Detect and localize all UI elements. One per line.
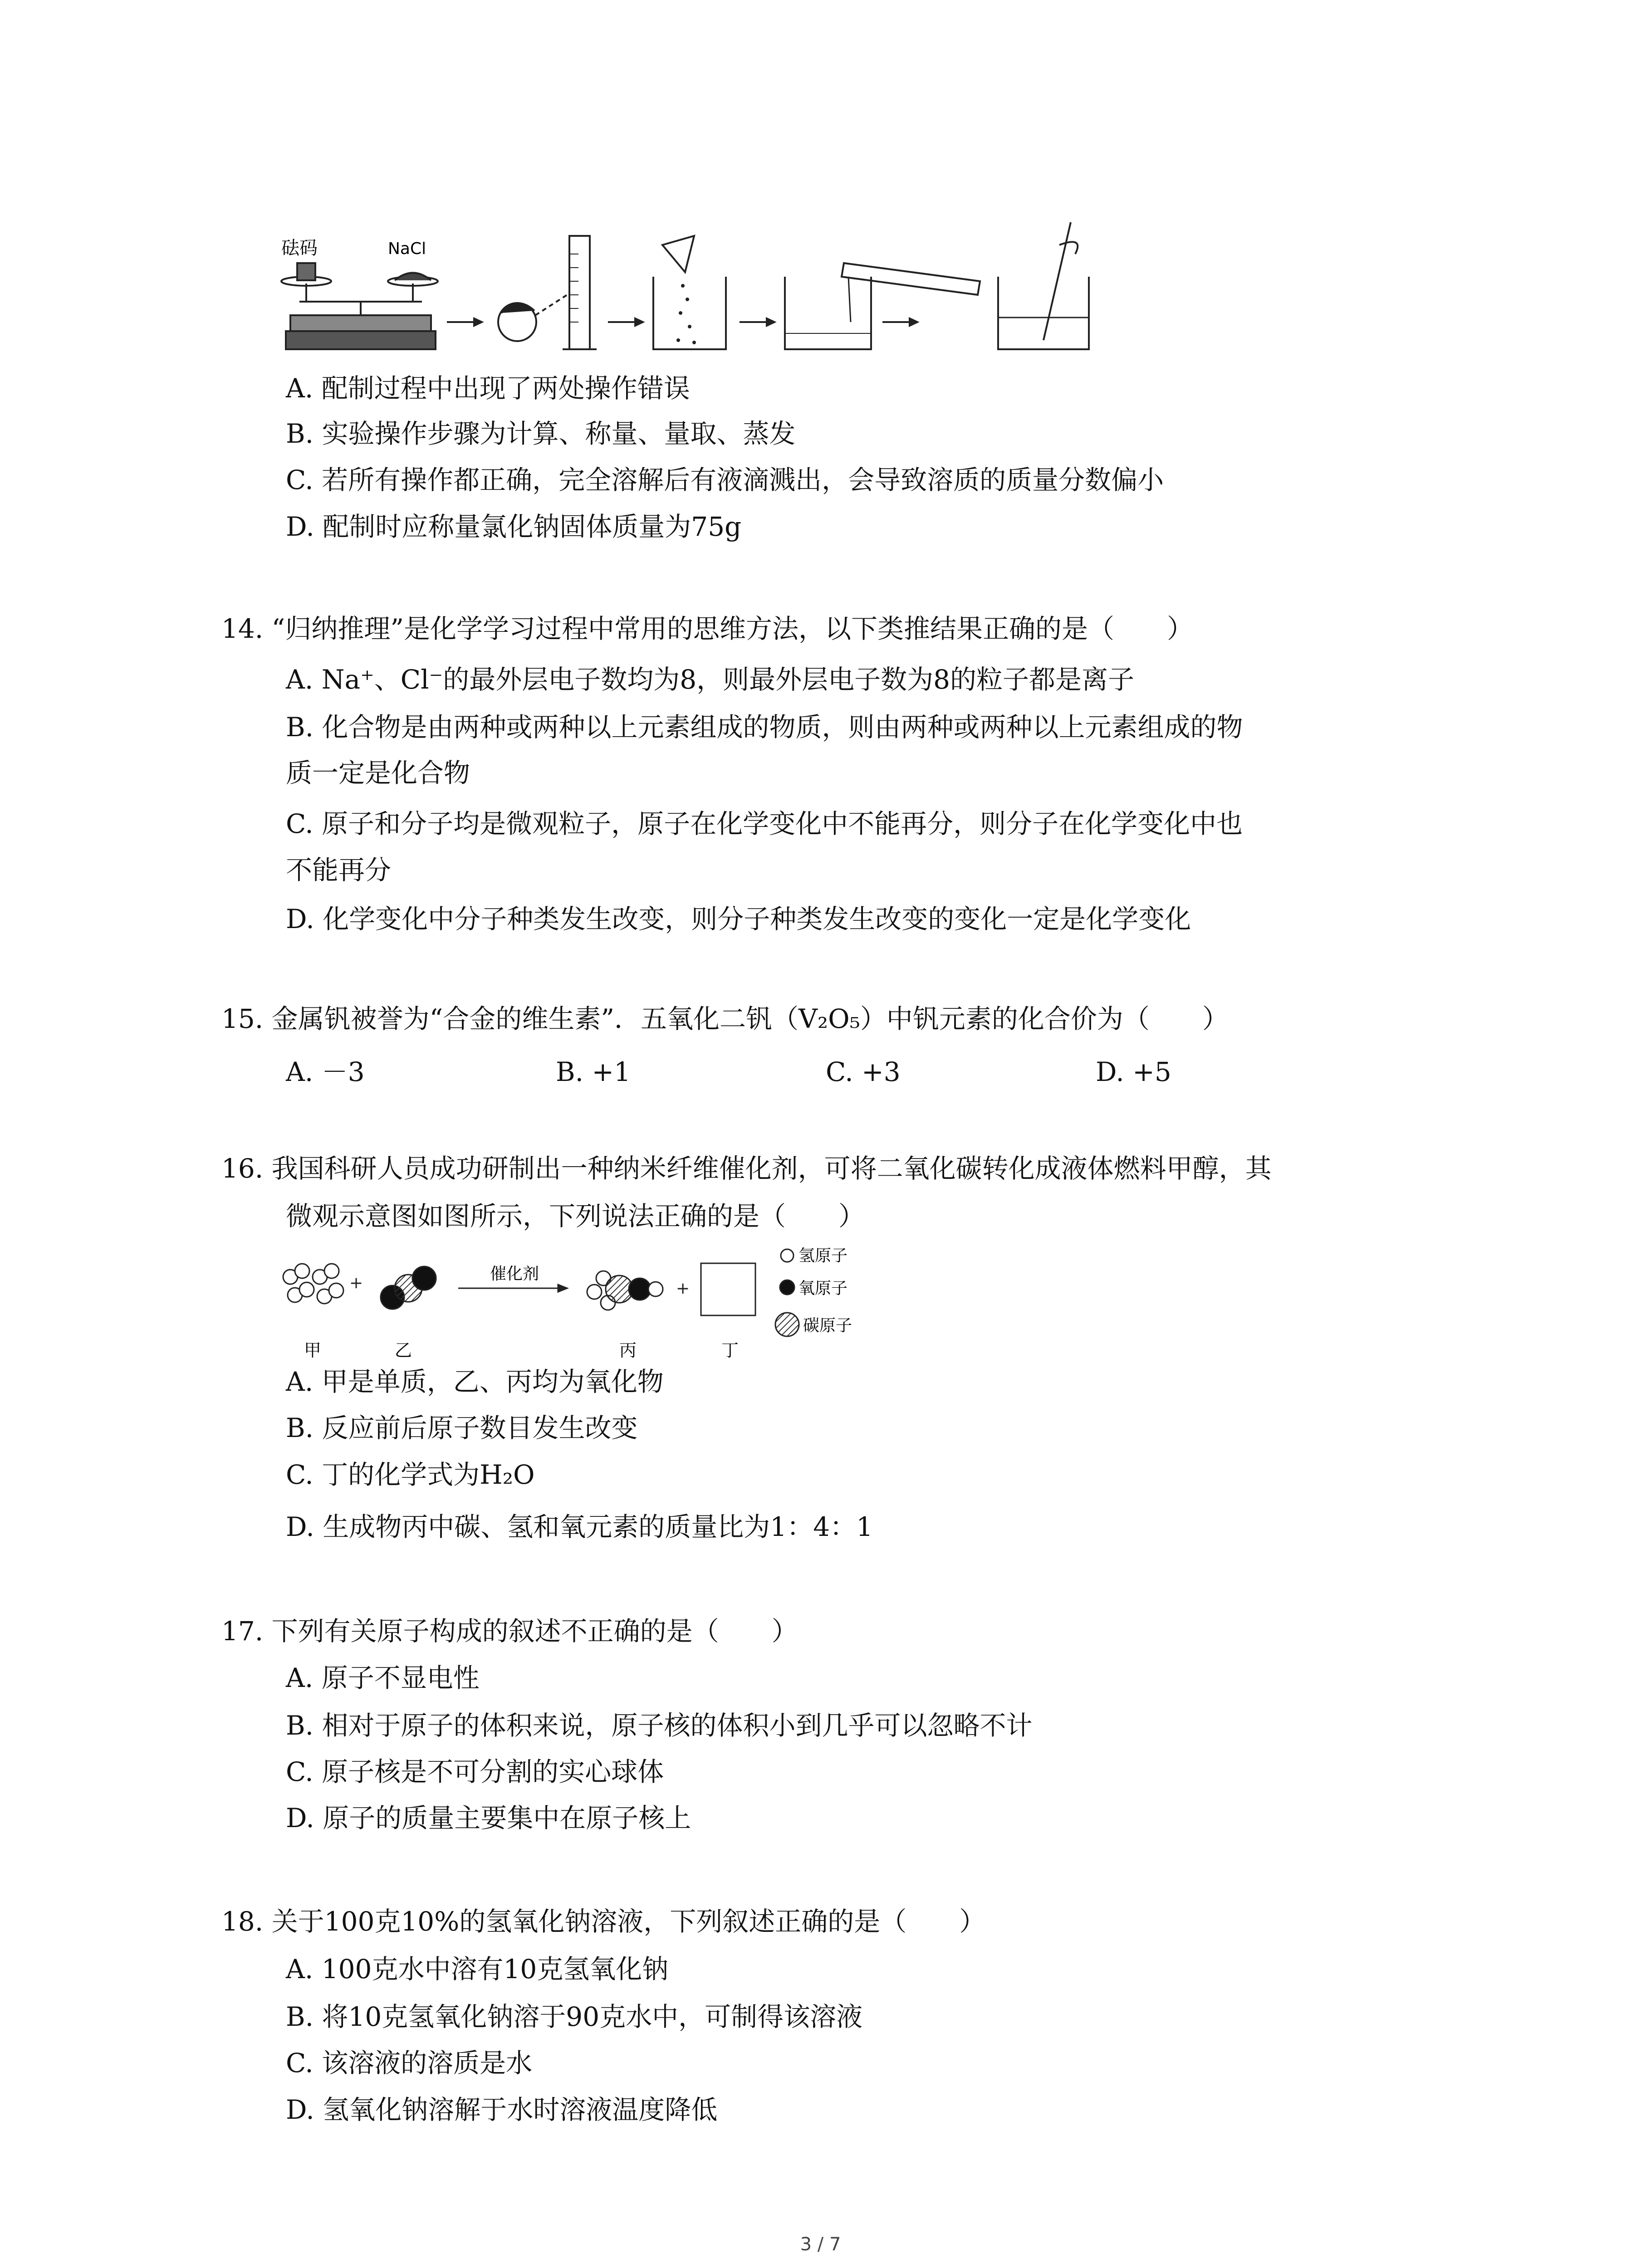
q17-option-a: A. 原子不显电性 — [286, 1662, 480, 1693]
q16-reaction-figure — [277, 1243, 939, 1365]
q16-stem-line2: 微观示意图如图所示，下列说法正确的是（ ） — [286, 1201, 865, 1232]
q16-option-a: A. 甲是单质，乙、丙均为氧化物 — [286, 1366, 664, 1397]
q18-option-b: B. 将10克氢氧化钠溶于90克水中，可制得该溶液 — [286, 2001, 863, 2032]
q18-option-d: D. 氢氧化钠溶解于水时溶液温度降低 — [286, 2094, 718, 2125]
q15-option-a: A. －3 — [286, 1056, 365, 1087]
legend-hydrogen: 氢原子 — [798, 1246, 848, 1265]
svg-text:+: + — [676, 1279, 690, 1298]
molecule-jia — [283, 1264, 343, 1304]
label-yi: 乙 — [395, 1340, 412, 1360]
q17-option-c: C. 原子核是不可分割的实心球体 — [286, 1756, 664, 1787]
q17-option-d: D. 原子的质量主要集中在原子核上 — [286, 1803, 691, 1833]
q14-option-b: B. 化合物是由两种或两种以上元素组成的物质，则由两种或两种以上元素组成的物 — [286, 712, 1243, 743]
q13-option-b: B. 实验操作步骤为计算、称量、量取、蒸发 — [286, 418, 796, 449]
q14-option-c-cont: 不能再分 — [286, 855, 392, 885]
molecule-bing — [587, 1271, 663, 1310]
q14-option-c: C. 原子和分子均是微观粒子，原子在化学变化中不能再分，则分子在化学变化中也 — [286, 808, 1243, 839]
q16-option-c: C. 丁的化学式为H₂O — [286, 1459, 535, 1490]
q16-option-d: D. 生成物丙中碳、氢和氧元素的质量比为1：4：1 — [286, 1511, 873, 1542]
q17-stem: 17. 下列有关原子构成的叙述不正确的是（ ） — [221, 1616, 798, 1647]
label-jia: 甲 — [304, 1340, 322, 1360]
q14-stem: 14. “归纳推理”是化学学习过程中常用的思维方法，以下类推结果正确的是（ ） — [221, 613, 1193, 644]
molecule-yi — [381, 1266, 436, 1309]
catalyst-label: 催化剂 — [490, 1265, 539, 1283]
q13-option-d: D. 配制时应称量氯化钠固体质量为75g — [286, 511, 742, 542]
q18-stem: 18. 关于100克10%的氢氧化钠溶液，下列叙述正确的是（ ） — [221, 1906, 986, 1937]
q14-option-d: D. 化学变化中分子种类发生改变，则分子种类发生改变的变化一定是化学变化 — [286, 904, 1191, 934]
q14-option-b-cont: 质一定是化合物 — [286, 758, 470, 788]
q13-figure — [272, 218, 1134, 367]
q13-option-a: A. 配制过程中出现了两处操作错误 — [286, 373, 690, 404]
nacl-label: NaCl — [388, 240, 426, 258]
q17-option-b: B. 相对于原子的体积来说，原子核的体积小到几乎可以忽略不计 — [286, 1710, 1033, 1741]
label-bing: 丙 — [619, 1340, 637, 1360]
q16-stem-line1: 16. 我国科研人员成功研制出一种纳米纤维催化剂，可将二氧化碳转化成液体燃料甲醇，其 — [221, 1153, 1272, 1184]
q13-option-c: C. 若所有操作都正确，完全溶解后有液滴溅出，会导致溶质的质量分数偏小 — [286, 464, 1164, 495]
q15-option-d: D. +5 — [1096, 1056, 1171, 1087]
page-number: 3 / 7 — [800, 2234, 841, 2255]
q18-option-c: C. 该溶液的溶质是水 — [286, 2048, 533, 2078]
q18-option-a: A. 100克水中溶有10克氢氧化钠 — [286, 1954, 669, 1984]
legend-oxygen: 氧原子 — [798, 1279, 848, 1298]
q15-stem: 15. 金属钒被誉为“合金的维生素”．五氧化二钒（V₂O₅）中钒元素的化合价为（ ） — [221, 1003, 1229, 1034]
label-ding: 丁 — [721, 1340, 739, 1360]
q16-option-b: B. 反应前后原子数目发生改变 — [286, 1413, 638, 1443]
svg-text:+: + — [349, 1274, 363, 1292]
molecule-ding-box — [701, 1263, 755, 1315]
q15-option-c: C. +3 — [826, 1056, 901, 1087]
legend-carbon: 碳原子 — [803, 1316, 852, 1335]
q14-option-a: A. Na⁺、Cl⁻的最外层电子数均为8，则最外层电子数为8的粒子都是离子 — [286, 664, 1135, 695]
weights-label: 砝码 — [281, 238, 318, 259]
q15-option-b: B. +1 — [556, 1056, 631, 1087]
